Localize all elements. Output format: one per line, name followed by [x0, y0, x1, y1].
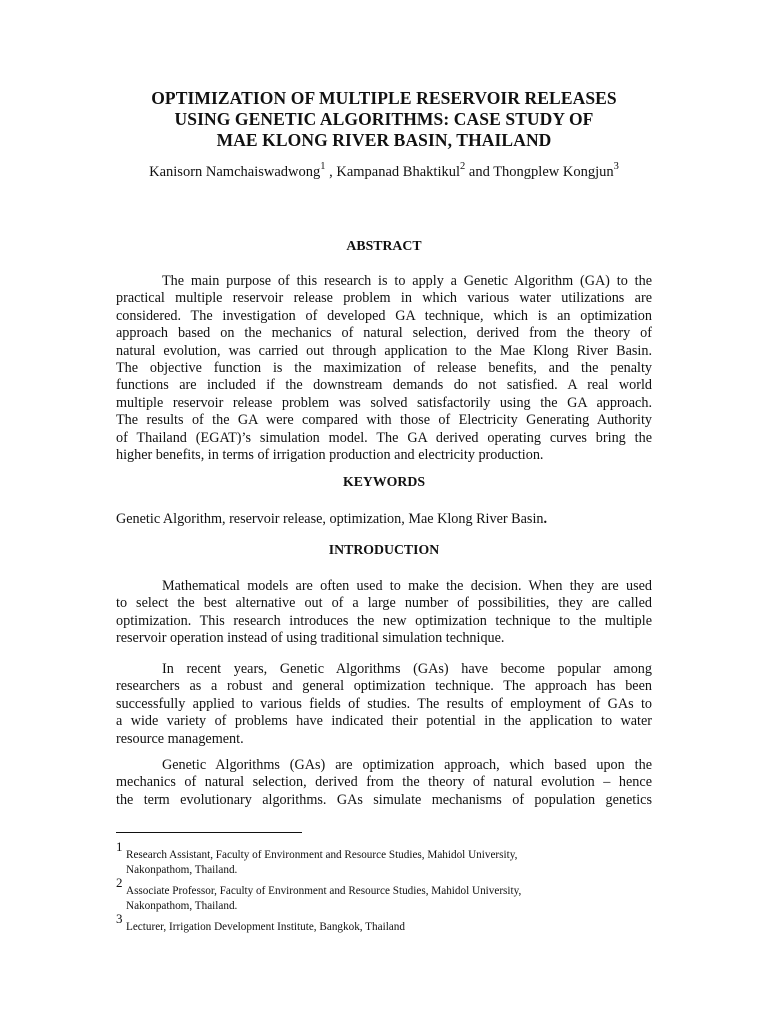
text-line: successfully applied to various fields of studies. The results of employment of GAs to	[116, 695, 652, 712]
footnote-text: Associate Professor, Faculty of Environment and Resource Studies, Mahidol University,	[126, 885, 522, 897]
text-line: The main purpose of this research is to apply a Genetic Algorithm (GA) to the	[162, 273, 652, 289]
keywords-terminator: .	[543, 511, 548, 527]
title-line: OPTIMIZATION OF MULTIPLE RESERVOIR RELEASES	[151, 88, 617, 108]
intro-paragraph	[116, 661, 652, 748]
text-line: to select the best alternative out of a large number of possibilities, they are called	[116, 595, 652, 612]
footnote-mark: 3	[116, 911, 123, 926]
introduction-heading: INTRODUCTION	[328, 542, 440, 557]
abstract-paragraph	[116, 273, 652, 464]
text-line: higher benefits, in terms of irrigation production and electricity production.	[116, 446, 544, 463]
author-separator: ,	[325, 164, 337, 180]
footnote-text: Nakonpathom, Thailand.	[126, 900, 238, 912]
intro-paragraph	[116, 757, 652, 809]
author-affiliation-mark: 1	[320, 161, 326, 172]
keywords-list	[116, 510, 652, 528]
text-line: reservoir operation instead of using traditional simulation technique.	[116, 630, 505, 647]
footnote	[116, 876, 652, 914]
text-line: natural evolution, was carried out through application to the Mae Klong River Basin.	[116, 342, 652, 359]
keywords-text: Genetic Algorithm, reservoir release, optimization, Mae Klong River Basin	[116, 511, 544, 527]
text-line: optimization. This research introduces the new optimization technique to the multiple	[116, 612, 652, 629]
text-line: functions are included if the downstream demands do not satisfied. A real world	[116, 377, 652, 394]
text-line: resource management.	[116, 730, 244, 747]
footnote-mark: 2	[116, 875, 123, 890]
keywords-heading: KEYWORDS	[342, 474, 426, 489]
text-line: The results of the GA were compared with those of Electricity Generating Authority	[116, 412, 652, 429]
author-name: Thongplew Kongjun	[493, 164, 614, 180]
text-line: Mathematical models are often used to make the decision. When they are used	[162, 578, 652, 594]
text-line: mechanics of natural selection, derived from the theory of natural evolution – hence	[116, 774, 652, 791]
intro-paragraph	[116, 578, 652, 648]
author-affiliation-mark: 3	[613, 161, 619, 172]
author-affiliation-mark: 2	[460, 161, 466, 172]
title-line: MAE KLONG RIVER BASIN, THAILAND	[216, 130, 552, 150]
text-line: Genetic Algorithms (GAs) are optimization approach, which based upon the	[162, 757, 652, 773]
text-line: researchers as a robust and general optimization technique. The approach has been	[116, 678, 652, 695]
text-line: considered. The investigation of developed GA technique, which is an optimization	[116, 307, 652, 324]
text-line: The objective function is the maximization of release benefits, and the penalty	[116, 359, 652, 376]
footnote-divider	[116, 832, 302, 833]
text-line: of Thailand (EGAT)’s simulation model. The GA derived operating curves bring the	[116, 429, 652, 446]
abstract-heading: ABSTRACT	[346, 238, 422, 253]
author-name: Kanisorn Namchaiswadwong	[149, 164, 321, 180]
text-line: In recent years, Genetic Algorithms (GAs) have become popular among	[162, 661, 652, 677]
author-name: Kampanad Bhaktikul	[336, 164, 461, 180]
footnote-text: Research Assistant, Faculty of Environment and Resource Studies, Mahidol University,	[126, 849, 518, 861]
text-line: a wide variety of problems have indicated their potential in the application to water	[116, 713, 652, 730]
text-line: practical multiple reservoir release problem in which various water utilizations are	[116, 290, 652, 307]
footnote	[116, 840, 652, 878]
text-line: approach based on the mechanics of natural selection, derived from the theory of	[116, 325, 652, 342]
footnote	[116, 912, 652, 935]
footnote-mark: 1	[116, 839, 123, 854]
author-list	[90, 163, 678, 181]
text-line: the term evolutionary algorithms. GAs simulate mechanisms of population genetics	[116, 791, 652, 808]
footnote-text: Nakonpathom, Thailand.	[126, 864, 238, 876]
footnote-text: Lecturer, Irrigation Development Institute, Bangkok, Thailand	[126, 921, 405, 933]
title-line: USING GENETIC ALGORITHMS: CASE STUDY OF	[174, 109, 594, 129]
paper-title	[100, 88, 668, 151]
text-line: multiple reservoir release problem was solved satisfactorily using the GA approach.	[116, 394, 652, 411]
author-separator: and	[465, 164, 494, 180]
